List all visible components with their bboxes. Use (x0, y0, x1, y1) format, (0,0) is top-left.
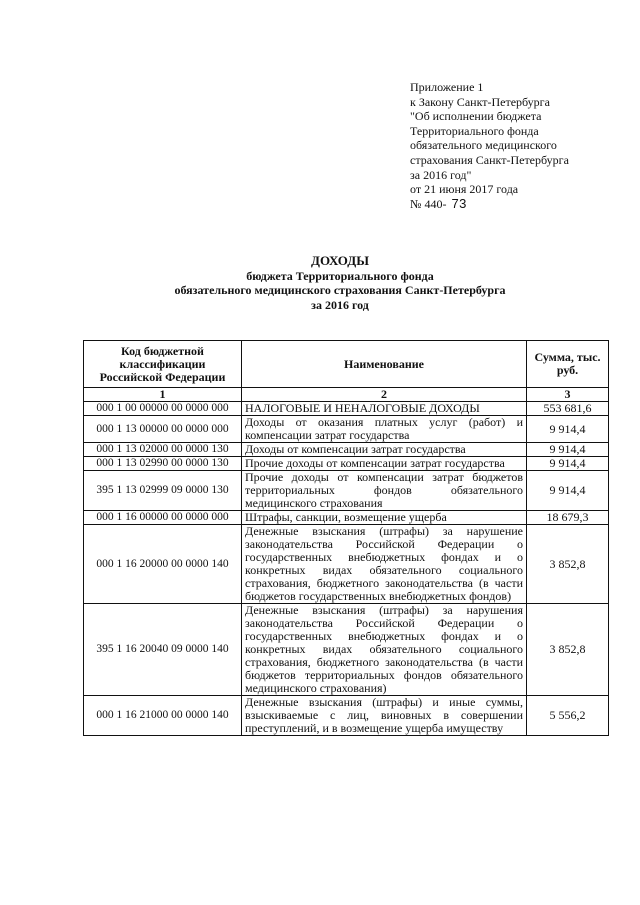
appendix-block (410, 80, 610, 211)
row-code: 395 1 16 20040 09 0000 140 (84, 604, 242, 696)
row-name: Прочие доходы от компенсации затрат бюджетов территориальных фондов обязательного медицинского страхования (242, 471, 527, 511)
row-sum: 3 852,8 (527, 525, 609, 604)
row-sum: 9 914,4 (527, 457, 609, 471)
document-title: ДОХОДЫ (311, 253, 369, 268)
row-sum: 5 556,2 (527, 696, 609, 736)
appendix-line: за 2016 год" (410, 167, 472, 182)
row-name: Денежные взыскания (штрафы) и иные суммы, взыскиваемые с лиц, виновных в совершении преступлений, и в возмещение ущерба имуществу (242, 696, 527, 736)
row-sum: 9 914,4 (527, 443, 609, 457)
table-row (84, 471, 609, 511)
row-sum: 553 681,6 (527, 402, 609, 416)
table-row (84, 402, 609, 416)
law-number-prefix: № 440- (410, 196, 447, 211)
row-sum: 9 914,4 (527, 416, 609, 443)
column-number-row (84, 388, 609, 402)
law-number (410, 197, 610, 212)
table-row (84, 511, 609, 525)
row-name: Прочие доходы от компенсации затрат государства (242, 457, 527, 471)
heading-line: обязательного медицинского страхования Санкт-Петербурга (174, 283, 506, 297)
column-number: 3 (527, 388, 609, 402)
appendix-line: от 21 июня 2017 года (410, 182, 519, 197)
row-code: 000 1 13 02990 00 0000 130 (84, 457, 242, 471)
row-code: 000 1 16 00000 00 0000 000 (84, 511, 242, 525)
row-code: 000 1 00 00000 00 0000 000 (84, 402, 242, 416)
law-number-handwritten: 73 (451, 195, 467, 211)
row-name: Доходы от оказания платных услуг (работ) и компенсации затрат государства (242, 416, 527, 443)
table-row (84, 443, 609, 457)
row-code: 000 1 13 00000 00 0000 000 (84, 416, 242, 443)
row-sum: 3 852,8 (527, 604, 609, 696)
appendix-line: "Об исполнении бюджета (410, 109, 542, 124)
table-row (84, 416, 609, 443)
row-sum: 18 679,3 (527, 511, 609, 525)
table-row (84, 525, 609, 604)
revenue-table (83, 340, 609, 736)
document-heading (100, 254, 580, 312)
appendix-line: Территориального фонда (410, 123, 539, 138)
column-number: 1 (84, 388, 242, 402)
row-name: Денежные взыскания (штрафы) за нарушения законодательства Российской Федерации о государственных внебюджетных фондах и о конкретных видах обязательного социального страхования, бюджетного законодательства (в части бюджетов территориальных фондов обязательного медицинского страхования) (242, 604, 527, 696)
table-row (84, 604, 609, 696)
row-name: НАЛОГОВЫЕ И НЕНАЛОГОВЫЕ ДОХОДЫ (242, 402, 527, 416)
header-name: Наименование (242, 341, 527, 388)
row-name: Доходы от компенсации затрат государства (242, 443, 527, 457)
row-name: Штрафы, санкции, возмещение ущерба (242, 511, 527, 525)
header-sum: Сумма, тыс. руб. (527, 341, 609, 388)
appendix-line: страхования Санкт-Петербурга (410, 152, 569, 167)
row-code: 395 1 13 02999 09 0000 130 (84, 471, 242, 511)
column-number: 2 (242, 388, 527, 402)
appendix-line: Приложение 1 (410, 80, 484, 94)
table-row (84, 457, 609, 471)
row-code: 000 1 16 21000 00 0000 140 (84, 696, 242, 736)
table-header-row (84, 341, 609, 388)
appendix-line: к Закону Санкт-Петербурга (410, 94, 550, 109)
row-name: Денежные взыскания (штрафы) за нарушение законодательства Российской Федерации о государственных внебюджетных фондах и о конкретных видах обязательного социального страхования, бюджетного законодательства (в части бюджетов государственных внебюджетных фондов) (242, 525, 527, 604)
row-sum: 9 914,4 (527, 471, 609, 511)
row-code: 000 1 16 20000 00 0000 140 (84, 525, 242, 604)
table-row (84, 696, 609, 736)
heading-line: за 2016 год (311, 297, 369, 312)
header-code: Код бюджетной классификации Российской Федерации (84, 341, 242, 388)
heading-line: бюджета Территориального фонда (246, 268, 434, 283)
appendix-line: обязательного медицинского (410, 138, 557, 153)
row-code: 000 1 13 02000 00 0000 130 (84, 443, 242, 457)
